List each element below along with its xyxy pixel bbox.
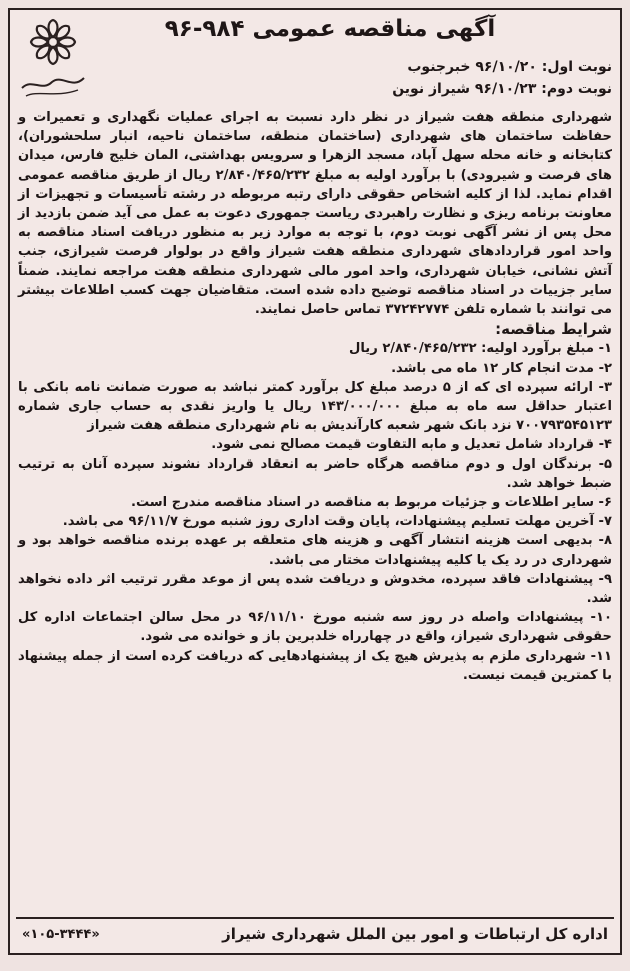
- intro-paragraph: شهرداری منطقه هفت شیراز در نظر دارد نسبت به اجرای عملیات نگهداری و تعمیرات و حفاظت ساختمان های شهرداری (ساختمان منطقه، ساختمان ناحیه، انبار سلحشوران)، کتابخانه و خانه محله سهل آباد، مسجد الزهرا و سرویس بهداشتی، المان خلیج فارس، میدان های فرصت و شیرودی) با برآورد اولیه به مبلغ ۲/۸۴۰/۴۶۵/۲۳۲ ریال از طریق مناقصه عمومی اقدام نماید. لذا از کلیه اشخاص حقوقی دارای رتبه مربوطه در رشته تأسیسات و تجهیزات از معاونت برنامه ریزی و نظارت راهبردی ریاست جمهوری دعوت به عمل می آید ضمن بازدید از محل پس از نشر آگهی نوبت دوم، با توجه به موارد زیر به منظور دریافت اسناد مناقصه به واحد امور قراردادهای شهرداری منطقه هفت شیراز واقع در بولوار فرصت شیرازی، جنب آتش نشانی، خیابان شهرداری، واحد امور مالی شهرداری منطقه هفت مراجعه نمایند. ضمناً سایر جزییات در اسناد مناقصه توضیح داده شده است. متقاضیان جهت کسب اطلاعات بیشتر می توانند با شماره تلفن ۳۷۲۴۲۷۷۴ تماس حاصل نمایند.: [18, 110, 612, 318]
- condition-2: ۲- مدت انجام کار ۱۲ ماه می باشد.: [391, 360, 612, 376]
- condition-1: ۱- مبلغ برآورد اولیه: ۲/۸۴۰/۴۶۵/۲۳۲ ریال: [349, 341, 612, 357]
- notice-title: آگهی مناقصه عمومی ۹۸۴-۹۶: [164, 16, 496, 42]
- condition-7: ۷- آخرین مهلت تسلیم پیشنهادات، پایان وقت اداری روز شنبه مورخ ۹۶/۱۱/۷ می باشد.: [62, 514, 612, 530]
- notice-footer: [16, 917, 614, 949]
- condition-11: ۱۱- شهرداری ملزم به پذیرش هیچ یک از پیشنهادهایی که دریافت کرده است از جمله پیشنهاد با کمترین قیمت نیست.: [18, 648, 612, 683]
- condition-10: ۱۰- پیشنهادات واصله در روز سه شنبه مورخ ۹۶/۱۱/۱۰ در محل سالن اجتماعات اداره کل حقوقی شهرداری شیراز، واقع در چهارراه خلدبرین باز و خوانده می شود.: [18, 610, 612, 645]
- notice-header: [10, 10, 620, 106]
- issuing-office: اداره کل ارتباطات و امور بین الملل شهرداری شیراز: [222, 925, 608, 943]
- shiraz-municipality-logo-icon: [16, 16, 90, 100]
- condition-9: ۹- پیشنهادات فاقد سپرده، مخدوش و دریافت شده پس از موعد مقرر ترتیب اثر داده نخواهد شد.: [18, 571, 612, 607]
- notice-body: [18, 108, 612, 685]
- second-publish-line: نوبت دوم: ۹۶/۱۰/۲۳ شیراز نوین: [392, 81, 612, 97]
- condition-3: ۳- ارائه سپرده ای که از ۵ درصد مبلغ کل برآورد کمتر نباشد به صورت ضمانت نامه بانکی با اعتبار حداقل سه ماه به مبلغ ۱۴۳/۰۰۰/۰۰۰ ریال یا واریز نقدی به حساب جاری شماره ۷۰۰۷۹۳۵۴۵۱۲۳ نزد بانک شهر شعبه کارآندیش به نام شهرداری منطقه هفت شیراز: [18, 379, 612, 434]
- ad-code: «۱۰۵-۳۴۴۴»: [22, 926, 100, 942]
- tender-notice: [8, 8, 622, 955]
- first-publish-line: نوبت اول: ۹۶/۱۰/۲۰ خبرجنوب: [407, 59, 612, 75]
- conditions-title: شرایط مناقصه:: [495, 320, 612, 339]
- condition-6: ۶- سایر اطلاعات و جزئیات مربوط به مناقصه در اسناد مناقصه مندرج است.: [130, 495, 612, 511]
- condition-4: ۴- قرارداد شامل تعدیل و مابه التفاوت قیمت مصالح نمی شود.: [211, 437, 612, 453]
- condition-8: ۸- بدیهی است هزینه انتشار آگهی و هزینه های متعلقه بر عهده برنده مناقصه خواهد بود و شهرداری در رد یک یا کلیه پیشنهادات مختار می باشد.: [18, 533, 612, 568]
- publish-dates: [392, 56, 612, 100]
- condition-5: ۵- برندگان اول و دوم مناقصه هرگاه حاضر به انعقاد قرارداد نشوند سپرده آنان به ترتیب ضبط خواهد شد.: [18, 456, 612, 491]
